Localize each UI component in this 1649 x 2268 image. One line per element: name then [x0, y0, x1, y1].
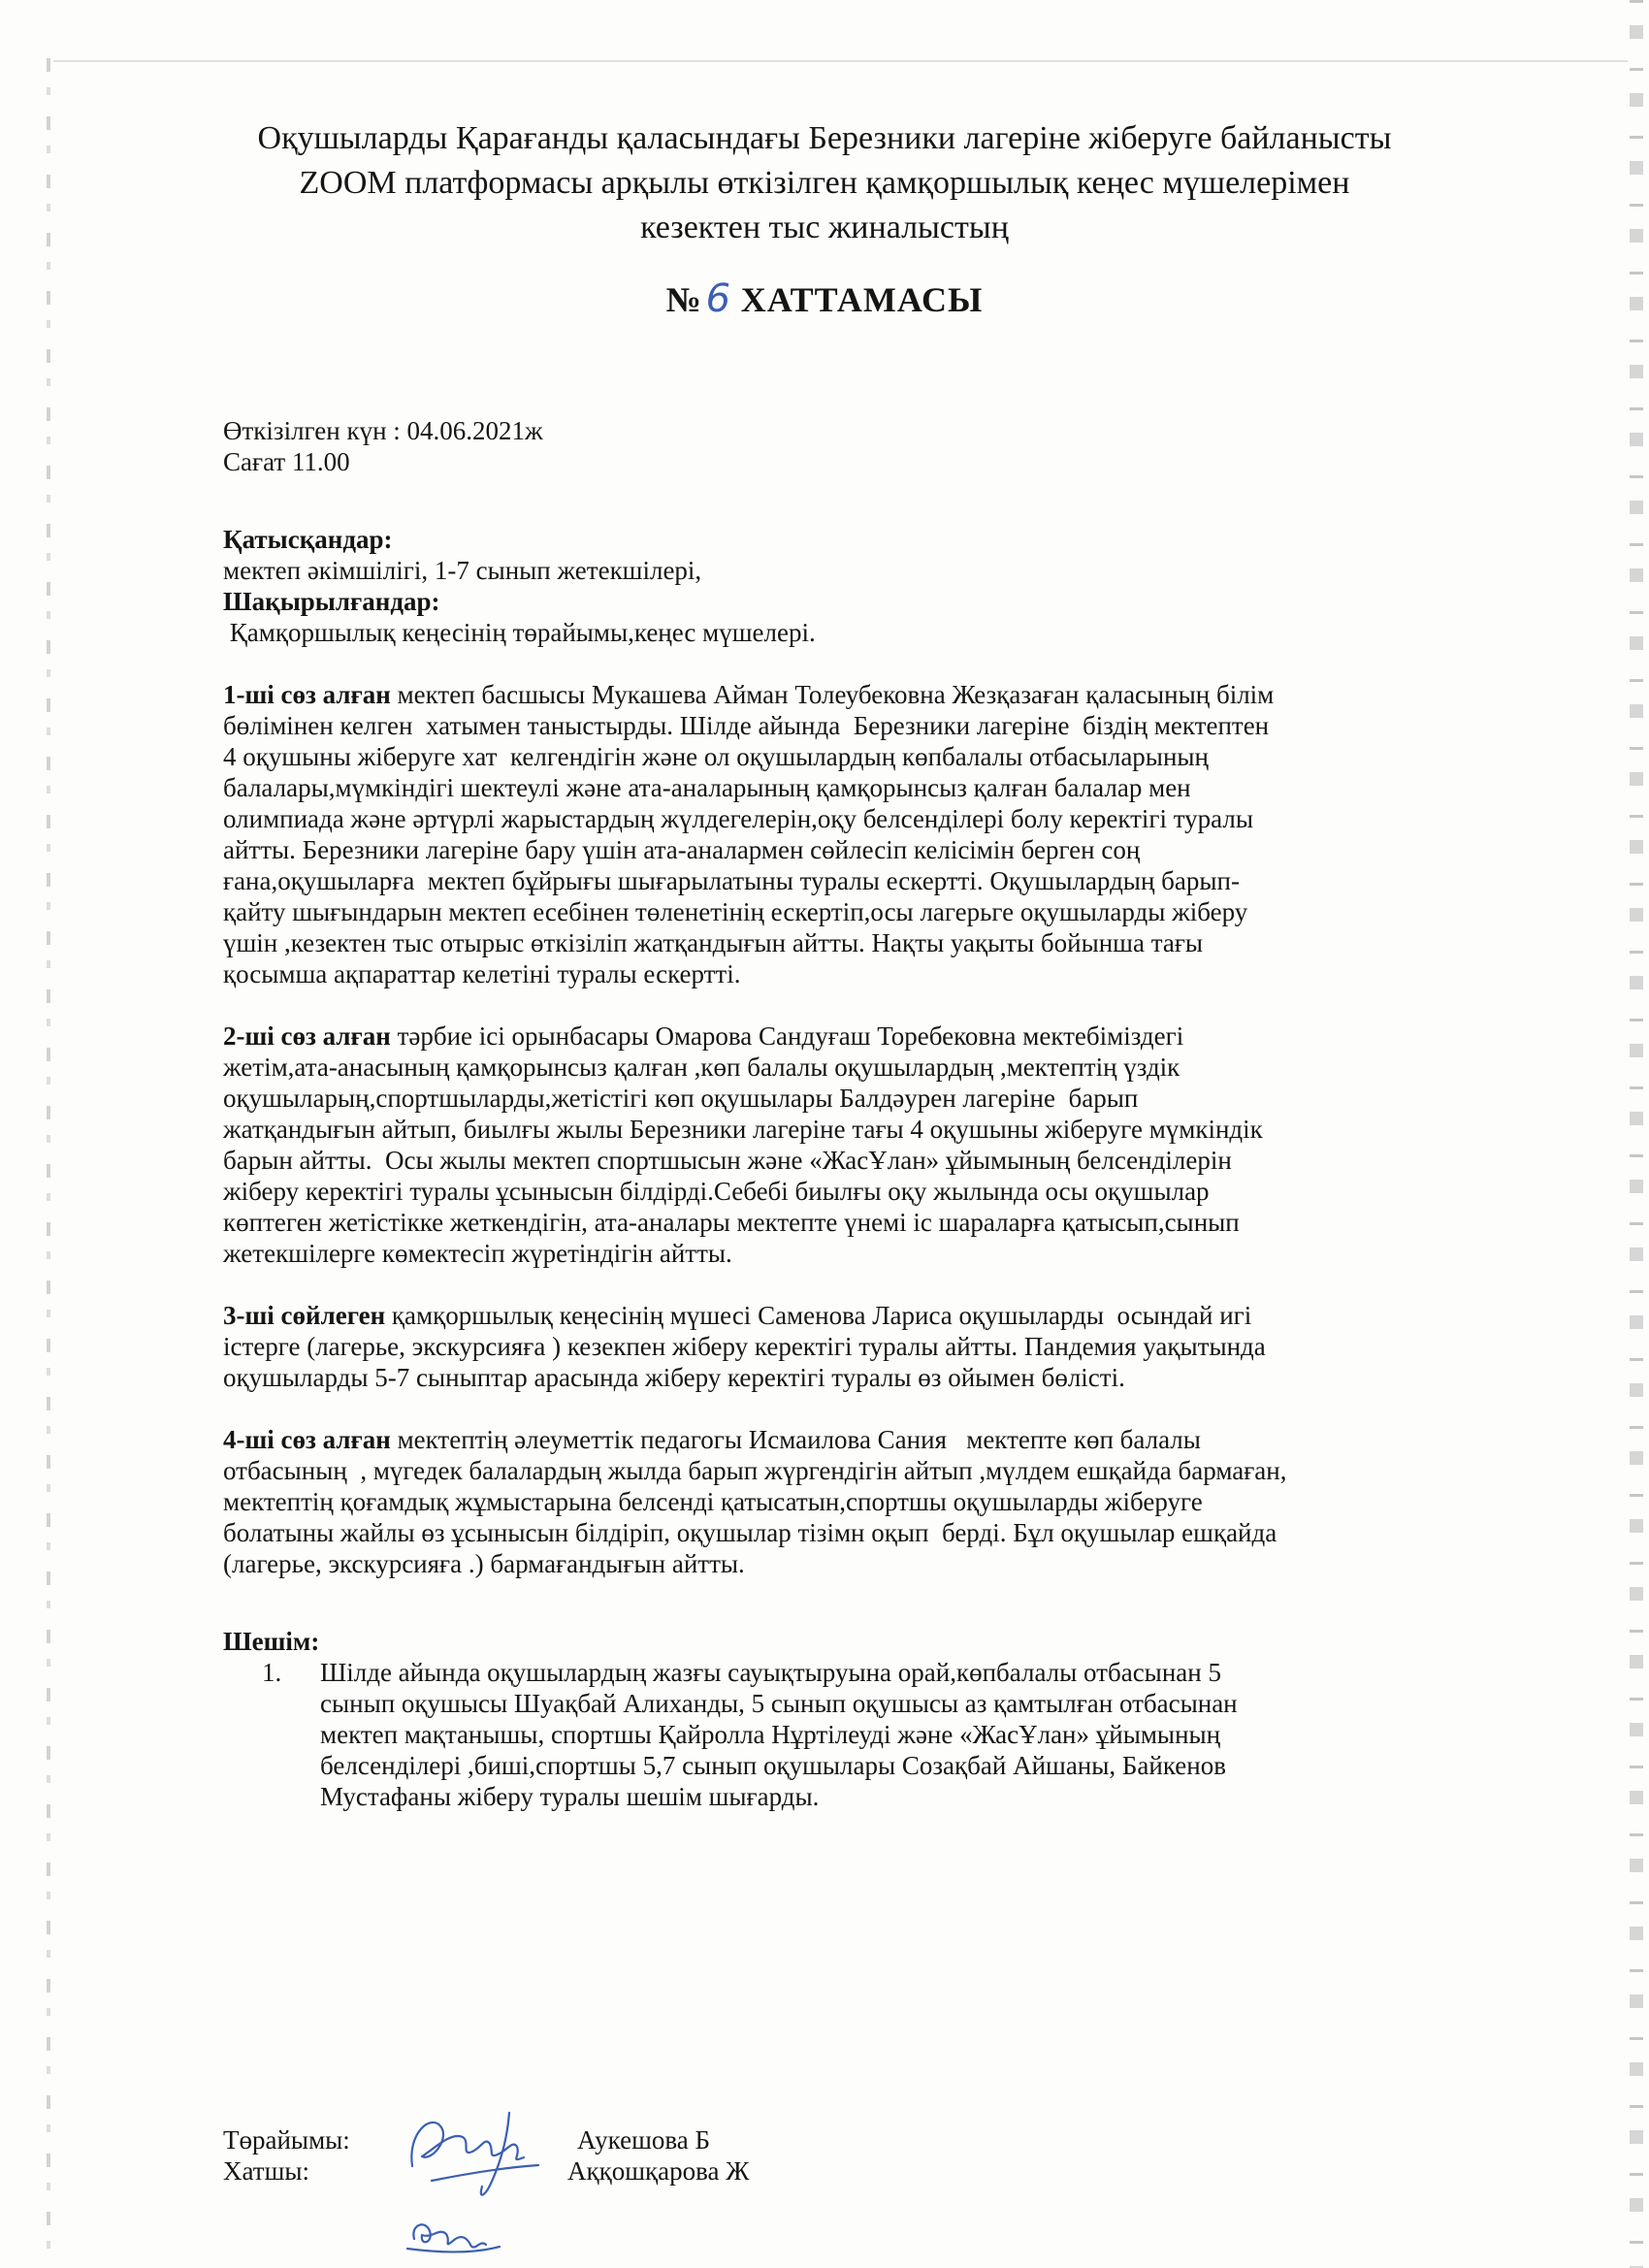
decision-number: 1. — [262, 1658, 282, 1687]
title-line-1: Оқушыларды Қарағанды қаласындағы Березники лагеріне жіберуге байланысты — [257, 120, 1392, 156]
speaker-line: айтты. Березники лагеріне бару үшін ата-аналармен сөйлесіп келісімін берген соң — [223, 835, 1141, 864]
time-line: Сағат 11.00 — [223, 447, 350, 476]
speaker-line: 4 оқушыны жіберуге хат келгендігін және ол оқушылардың көпбалалы отбасыларының — [223, 742, 1209, 771]
participants-label: Қатысқандар: — [223, 525, 393, 554]
speaker-line: мектеп басшысы Мукашева Айман Толеубековна Жезқазаған қаласының білім — [390, 680, 1275, 709]
speaker-line: үшін ,кезектен тыс отырыс өткізіліп жатқандығын айтты. Нақты уақыты бойынша тағы — [223, 928, 1204, 957]
speaker-line: жатқандығын айтып, биылғы жылы Березники лагеріне тағы 4 оқушыны жіберуге мүмкіндік — [223, 1115, 1263, 1144]
speaker-line: отбасының , мүгедек балалардың жылда барып жүргендігін айтып ,мүлдем ешқайда бармаған, — [223, 1456, 1287, 1485]
speaker-line: оқушыларың,спортшыларды,жетістігі көп оқушылары Балдәурен лагеріне барып — [223, 1084, 1139, 1113]
scan-top-edge — [53, 60, 1628, 62]
speaker-line: бөлімінен келген хатымен таныстырды. Шілде айында Березники лагеріне біздің мектептен — [223, 711, 1270, 740]
speaker-paragraph — [223, 1424, 1542, 1579]
speaker-paragraph — [223, 1300, 1542, 1393]
speaker-line: көптеген жетістікке жеткендігін, ата-аналары мектепте үнемі іс шараларға қатысып,сынып — [223, 1208, 1240, 1237]
speaker-line: (лагерье, экскурсияға .) бармағандығын айтты. — [223, 1549, 745, 1578]
speaker-line: барын айтты. Осы жылы мектеп спортшысын және «ЖасҰлан» ұйымының белсенділерін — [223, 1146, 1232, 1175]
speakers-section — [223, 679, 1542, 1579]
signatory-name-secretary: Аққошқарова Ж — [567, 2156, 750, 2186]
speaker-line: істерге (лагерье, экскурсияға ) кезекпен жіберу керектігі туралы айтты. Пандемия уақытында — [223, 1332, 1266, 1361]
speaker-line: жетім,ата-анасының қамқорынсыз қалған ,көп балалы оқушылардың ,мектептің үздік — [223, 1053, 1180, 1082]
decision-line: сынып оқушысы Шуақбай Алиханды, 5 сынып оқушысы аз қамтылған отбасынан — [320, 1689, 1238, 1718]
speaker-line: тәрбие ісі орынбасары Омарова Сандуғаш Торебековна мектебіміздегі — [390, 1021, 1184, 1051]
document-title — [194, 116, 1455, 250]
signatory-role-chair: Төрайымы: — [223, 2125, 350, 2155]
speaker-paragraph — [223, 1021, 1542, 1269]
title-line-2: ZOOM платформасы арқылы өткізілген қамқоршылық кеңес мүшелерімен — [299, 165, 1350, 201]
speaker-line: оқушыларды 5-7 сыныптар арасында жіберу керектігі туралы өз ойымен бөлісті. — [223, 1363, 1125, 1392]
speaker-line: қайту шығындарын мектеп есебінен төленетінің ескертіп,осы лагерьге оқушыларды жіберу — [223, 897, 1248, 926]
speaker-line: болатыны жайлы өз ұсынысын білдіріп, оқушылар тізімн оқып берді. Бұл оқушылар ешқайда — [223, 1518, 1277, 1547]
decision-line: Мустафаны жіберу туралы шешім шығарды. — [320, 1782, 820, 1811]
speaker-line: ғана,оқушыларға мектеп бұйрығы шығарылатыны туралы ескертті. Оқушылардың барып- — [223, 866, 1240, 895]
speaker-line: қосымша ақпараттар келетіні туралы ескертті. — [223, 959, 741, 988]
speaker-label: 2-ші сөз алған — [223, 1021, 391, 1051]
signatory-role-secretary: Хатшы: — [223, 2156, 310, 2186]
handwritten-signature — [393, 2093, 558, 2263]
protocol-number-sign: № — [665, 280, 702, 319]
speaker-line: қамқоршылық кеңесінің мүшесі Саменова Лариса оқушыларды осындай игі — [385, 1301, 1252, 1330]
scan-left-edge — [47, 58, 50, 2260]
date-line: Өткізілген күн : 04.06.2021ж — [223, 416, 543, 445]
decision-line: Шілде айында оқушылардың жазғы сауықтыруына орай,көпбалалы отбасынан 5 — [320, 1658, 1221, 1687]
participants-text: мектеп әкімшілігі, 1-7 сынып жетекшілері, — [223, 556, 702, 585]
speaker-line: балалары,мүмкіндігі шектеулі және ата-аналарының қамқорынсыз қалған балалар мен — [223, 773, 1191, 802]
speaker-line: жіберу керектігі туралы ұсынысын білдірді.Себебі биылғы оқу жылында осы оқушылар — [223, 1177, 1210, 1206]
signatory-name-chair: Аукешова Б — [577, 2125, 711, 2155]
decision-label: Шешім: — [223, 1627, 320, 1656]
speaker-label: 4-ші сөз алған — [223, 1425, 391, 1454]
invited-text: Қамқоршылық кеңесінің төрайымы,кеңес мүшелері. — [223, 618, 816, 647]
protocol-word: ХАТТАМАСЫ — [740, 280, 984, 319]
scan-right-edge — [1630, 0, 1643, 2268]
speaker-label: 3-ші сөйлеген — [223, 1301, 386, 1330]
speaker-line: олимпиада және әртүрлі жарыстардың жүлдегелерін,оқу белсенділері болу керектігі туралы — [223, 804, 1254, 833]
decision-item — [252, 1657, 1542, 1812]
title-line-3: кезектен тыс жиналыстың — [640, 210, 1009, 245]
speaker-line: мектептің қоғамдық жұмыстарына белсенді қатысатын,спортшы оқушыларды жіберуге — [223, 1487, 1203, 1516]
protocol-number-handwritten: 6 — [705, 276, 732, 321]
decision-line: мектеп мақтанышы, спортшы Қайролла Нұртілеуді және «ЖасҰлан» ұйымының — [320, 1720, 1221, 1749]
speaker-paragraph — [223, 679, 1542, 989]
decision-list — [252, 1657, 1542, 1812]
speaker-line: мектептің әлеуметтік педагогы Исмаилова Сания мектепте көп балалы — [390, 1425, 1201, 1454]
decision-line: белсенділері ,биші,спортшы 5,7 сынып оқушылары Созақбай Айшаны, Байкенов — [320, 1751, 1226, 1780]
document-body — [223, 415, 1542, 1812]
protocol-heading — [194, 276, 1455, 321]
invited-label: Шақырылғандар: — [223, 587, 440, 616]
speaker-label: 1-ші сөз алған — [223, 680, 391, 709]
speaker-line: жетекшілерге көмектесіп жүретіндігін айтты. — [223, 1239, 732, 1268]
